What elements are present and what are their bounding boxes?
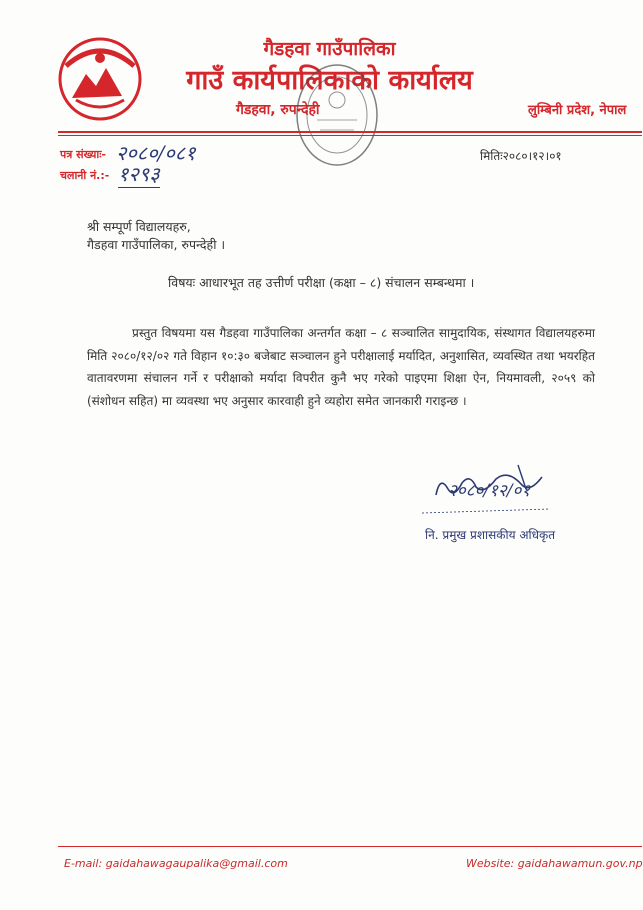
letter-body: प्रस्तुत विषयमा यस गैडहवा गाउँपालिका अन्तर्गत कक्षा – ८ सञ्चालित सामुदायिक, संस्थागत विद्यालयहरुमा मिति २०८०/१२/०२ गते विहान १०:३० बजेबाट सञ्चालन हुने परीक्षालाई मर्यादित, अनुशासित, व्यवस्थित तथा भयरहित वातावरणमा संचालन गर्ने र परीक्षाको मर्यादा विपरीत कुनै भए गरेको पाइएमा शिक्षा ऐन, नियमावली, २०५९ को (संशोधन सहित) मा व्यवस्था भए अनुसार कारवाही हुने व्यहोरा समेत जानकारी गराइन्छ ।: [87, 326, 595, 408]
address-district: गैडहवा, रुपन्देही: [236, 102, 320, 118]
address-province: लुम्बिनी प्रदेश, नेपाल: [528, 103, 627, 118]
recipient-line-2: गैडहवा गाउँपालिका, रुपन्देही ।: [87, 237, 226, 252]
footer-email: E-mail: gaidahawagaupalika@gmail.com: [64, 857, 288, 870]
letter-date: मितिः२०८०।१२।०१: [480, 149, 562, 163]
signatory-title: नि. प्रमुख प्रशासकीय अधिकृत: [425, 528, 556, 542]
header-rule: [58, 131, 642, 133]
dispatch-number-value: १२९३: [118, 162, 160, 186]
header-rule-thin: [58, 135, 642, 136]
recipient-line-1: श्री सम्पूर्ण विद्यालयहरु,: [87, 219, 191, 234]
dispatch-number-label: चलानी नं.:-: [60, 169, 110, 182]
ref-number-value: २०८०/०८१: [116, 141, 196, 165]
office-name: गाउँ कार्यपालिकाको कार्यालय: [186, 65, 473, 96]
footer-rule: [58, 846, 642, 847]
signature-date: २०८०/१२/०१: [448, 481, 531, 501]
letter-subject: विषयः आधारभूत तह उत्तीर्ण परीक्षा (कक्षा – ८) संचालन सम्बन्धमा ।: [168, 275, 475, 290]
official-seal-stamp: [292, 60, 382, 170]
org-name: गैडहवा गाउँपालिका: [263, 38, 396, 60]
ref-number-label: पत्र संख्याः-: [60, 148, 107, 161]
footer-website: Website: gaidahawamun.gov.np: [466, 857, 643, 870]
